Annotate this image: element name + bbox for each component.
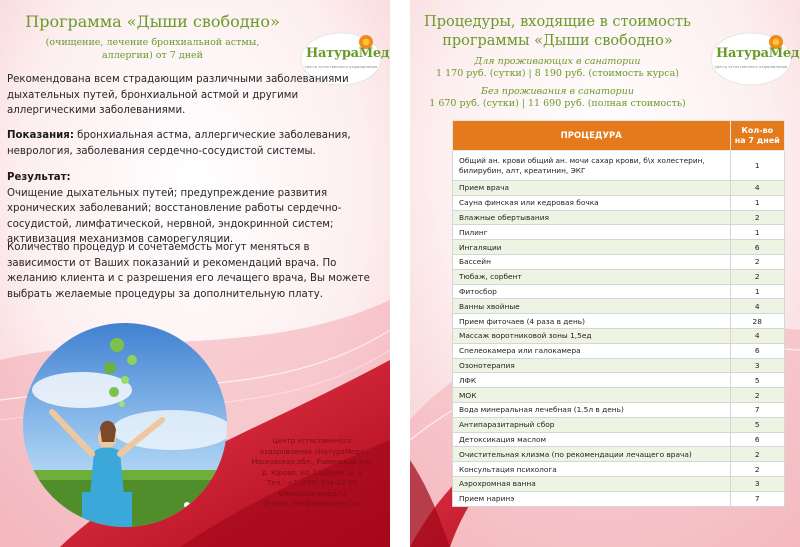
procedure-name: Тюбаж, сорбент: [453, 269, 731, 284]
procedure-name: Прием фиточаев (4 раза в день): [453, 314, 731, 329]
procedure-quantity: 2: [730, 269, 785, 284]
right-page: [410, 0, 800, 547]
table-row: [453, 343, 785, 358]
intro-text: Рекомендована всем страдающим различными заболеваниями дыхательных путей, бронхиальной астмой и другими аллергическими заболеваниями.: [7, 74, 349, 116]
procedure-quantity: 6: [730, 343, 785, 358]
table-row: [453, 210, 785, 225]
procedure-name: Аэрохромная ванна: [453, 476, 731, 491]
quantity-header-line-2: на 7 дней: [734, 135, 780, 145]
table-row: [453, 476, 785, 491]
table-row: [453, 225, 785, 240]
address-phone: Тел.: +7 (495) 504-32-20: [267, 479, 357, 487]
procedure-name: Детоксикация маслом: [453, 432, 731, 447]
procedure-quantity: 3: [730, 476, 785, 491]
table-row: [453, 358, 785, 373]
procedures-title-line-2: программы «Дыши свободно»: [442, 33, 673, 49]
table-row: [453, 373, 785, 388]
indications-text: бронхиальная астма, аллергические заболевания, неврология, заболевания сердечно-сосудистой системы.: [7, 130, 351, 157]
procedure-quantity: 2: [730, 447, 785, 462]
indications-block: [7, 128, 377, 159]
table-row: [453, 195, 785, 210]
address-email: E-mail: info@naturamed.ru: [264, 500, 360, 508]
procedure-quantity: 3: [730, 358, 785, 373]
procedure-name: Очистительная клизма (по рекомендации лечащего врача): [453, 447, 731, 462]
procedure-name: Общий ан. крови общий ан. мочи сахар крови, б\х холестерин, билирубин, алт, креатинин, ЭКГ: [453, 151, 731, 181]
procedure-quantity: 1: [730, 151, 785, 181]
result-text: Очищение дыхательных путей; предупреждение развития хронических заболеваний; восстановление работы сердечно-сосудистой, лимфатической, нервной, эндокринной систем; активизация механизмов саморегуляции.: [7, 187, 342, 245]
logo-tagline: Центр естественного оздоровления: [304, 64, 378, 69]
procedure-name: Влажные обертывания: [453, 210, 731, 225]
procedure-quantity: 2: [730, 210, 785, 225]
procedure-quantity: 4: [730, 181, 785, 196]
procedure-quantity: 6: [730, 240, 785, 255]
procedure-quantity: 5: [730, 373, 785, 388]
procedures-title-line-1: Процедуры, входящие в стоимость: [424, 14, 691, 30]
page-gutter: [390, 0, 410, 547]
procedure-quantity: 2: [730, 462, 785, 477]
table-row: [453, 417, 785, 432]
address-website: www.naturamed.ru: [278, 489, 346, 498]
table-row: [453, 388, 785, 403]
table-row: [453, 284, 785, 299]
procedure-quantity: 7: [730, 491, 785, 506]
procedure-quantity: 2: [730, 254, 785, 269]
center-address: [222, 436, 390, 510]
with-stay-price: 1 170 руб. (сутки) | 8 190 руб. (стоимость курса): [436, 68, 679, 79]
table-row: [453, 314, 785, 329]
address-line-4: д. Юрово, ул. Садовая, д. 1: [261, 468, 363, 477]
procedures-title: [410, 13, 705, 51]
procedure-name: Фитосбор: [453, 284, 731, 299]
procedure-quantity: 4: [730, 299, 785, 314]
table-row: [453, 462, 785, 477]
table-row: [453, 151, 785, 181]
procedure-name: Ванны хвойные: [453, 299, 731, 314]
procedures-table-body: [453, 151, 785, 507]
indications-label: Показания:: [7, 130, 74, 141]
procedure-quantity: 7: [730, 402, 785, 417]
table-row: [453, 181, 785, 196]
table-row: [453, 402, 785, 417]
procedure-name: Вода минеральная лечебная (1.5л в день): [453, 402, 731, 417]
procedure-name: Прием врача: [453, 181, 731, 196]
column-header-procedure: ПРОЦЕДУРА: [453, 121, 731, 151]
column-header-quantity: [730, 121, 785, 151]
procedure-name: Массаж воротниковой зоны 1,5ед: [453, 328, 731, 343]
logo-tagline: Центр естественного оздоровления: [714, 64, 788, 69]
procedure-name: Консультация психолога: [453, 462, 731, 477]
procedure-name: Ингаляции: [453, 240, 731, 255]
table-row: [453, 299, 785, 314]
procedure-quantity: 2: [730, 388, 785, 403]
procedure-name: Сауна финская или кедровая бочка: [453, 195, 731, 210]
procedure-quantity: 4: [730, 328, 785, 343]
procedure-name: Спелеокамера или галокамера: [453, 343, 731, 358]
procedure-name: Антипаразитарный сбор: [453, 417, 731, 432]
procedure-name: Прием наринэ: [453, 491, 731, 506]
note-text: Количество процедур и сочетаемость могут меняться в зависимости от Ваших показаний и рекомендаций врача. По желанию клиента и с разрешения его лечащего врача, Вы можете выбрать желаемые процедуры за дополнительную плату.: [7, 242, 370, 300]
procedure-name: Озонотерапия: [453, 358, 731, 373]
address-line-2: оздоровления «НатураМед»: [259, 447, 365, 456]
table-row: [453, 432, 785, 447]
procedure-quantity: 5: [730, 417, 785, 432]
address-line-1: Центр естественного: [272, 437, 352, 445]
result-label: Результат:: [7, 172, 71, 183]
naturamed-logo-right: [710, 32, 800, 86]
left-page: [0, 0, 390, 547]
table-row: [453, 269, 785, 284]
procedure-quantity: 6: [730, 432, 785, 447]
procedure-name: ЛФК: [453, 373, 731, 388]
table-row: [453, 447, 785, 462]
program-subtitle-line-1: (очищение, лечение бронхиальной астмы,: [45, 37, 260, 48]
quantity-header-line-1: Кол-во: [741, 125, 774, 135]
with-stay-label: Для проживающих в санатории: [474, 56, 641, 67]
procedure-name: МОК: [453, 388, 731, 403]
table-row: [453, 328, 785, 343]
result-block: [7, 170, 377, 248]
woman-breathing-photo: [22, 320, 228, 530]
table-header-row: [453, 121, 785, 151]
logo-name: НатураМед: [306, 46, 390, 61]
table-row: [453, 254, 785, 269]
procedure-name: Бассейн: [453, 254, 731, 269]
procedure-quantity: 1: [730, 225, 785, 240]
program-subtitle: [0, 36, 305, 62]
procedures-table: [452, 120, 785, 507]
logo-name: НатураМед: [716, 46, 800, 61]
procedure-quantity: 1: [730, 284, 785, 299]
procedure-quantity: 1: [730, 195, 785, 210]
program-subtitle-line-2: аллергии) от 7 дней: [102, 50, 203, 61]
without-stay-label: Без проживания в санатории: [480, 86, 635, 97]
program-title: Программа «Дыши свободно»: [25, 12, 280, 31]
table-row: [453, 240, 785, 255]
address-line-3: Московская обл., Раменский р-н,: [251, 458, 373, 466]
procedure-quantity: 28: [730, 314, 785, 329]
without-stay-price: 1 670 руб. (сутки) | 11 690 руб. (полная стоимость): [429, 98, 686, 109]
procedure-name: Пилинг: [453, 225, 731, 240]
table-row: [453, 491, 785, 506]
